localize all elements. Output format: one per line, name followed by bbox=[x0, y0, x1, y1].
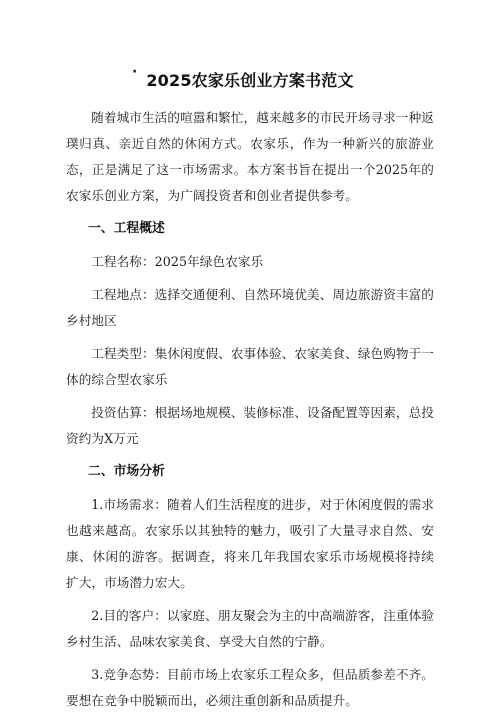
page-title: 2025农家乐创业方案书范文 bbox=[146, 71, 354, 90]
overview-investment: 投资估算：根据场地规模、装修标准、设备配置等因素，总投资约为X万元 bbox=[66, 405, 434, 446]
overview-project-location: 工程地点：选择交通便利、自然环境优美、周边旅游资丰富的乡村地区 bbox=[66, 287, 434, 328]
overview-project-name: 工程名称：2025年绿色农家乐 bbox=[91, 254, 264, 269]
title-dot: · bbox=[132, 64, 138, 80]
intro-paragraph: 随着城市生活的喧嚣和繁忙，越来越多的市民开场寻求一种返璞归真、亲近自然的休闲方式。农家乐，作为一种新兴的旅游业态，正是满足了这一市场需求。本方案书旨在提出一个2025年的农家乐创业方案，为广阔投资者和创业者提供参考。 bbox=[66, 110, 434, 203]
overview-project-type: 工程类型：集休闲度假、农事体验、农家美食、绿色购物于一体的综合型农家乐 bbox=[66, 346, 434, 387]
section-heading-overview: 一、工程概述 bbox=[88, 221, 165, 236]
section-heading-market: 二、市场分析 bbox=[88, 464, 165, 479]
market-target-customers: 2.目的客户：以家庭、朋友聚会为主的中高端游客，注重体验乡村生活、品味农家美食、享受大自然的宁静。 bbox=[66, 608, 434, 649]
market-competition: 3.竞争态势：目前市场上农家乐工程众多，但品质参差不齐。要想在竞争中脱颖而出，必须注重创新和品质提升。 bbox=[66, 667, 434, 708]
market-demand: 1.市场需求：随着人们生活程度的进步，对于休闲度假的需求也越来越高。农家乐以其独特的魅力，吸引了大量寻求自然、安康、休闲的游客。据调查，将来几年我国农家乐市场规模将持续扩大，市场潜力宏大。 bbox=[66, 497, 434, 590]
title-row bbox=[66, 64, 434, 91]
